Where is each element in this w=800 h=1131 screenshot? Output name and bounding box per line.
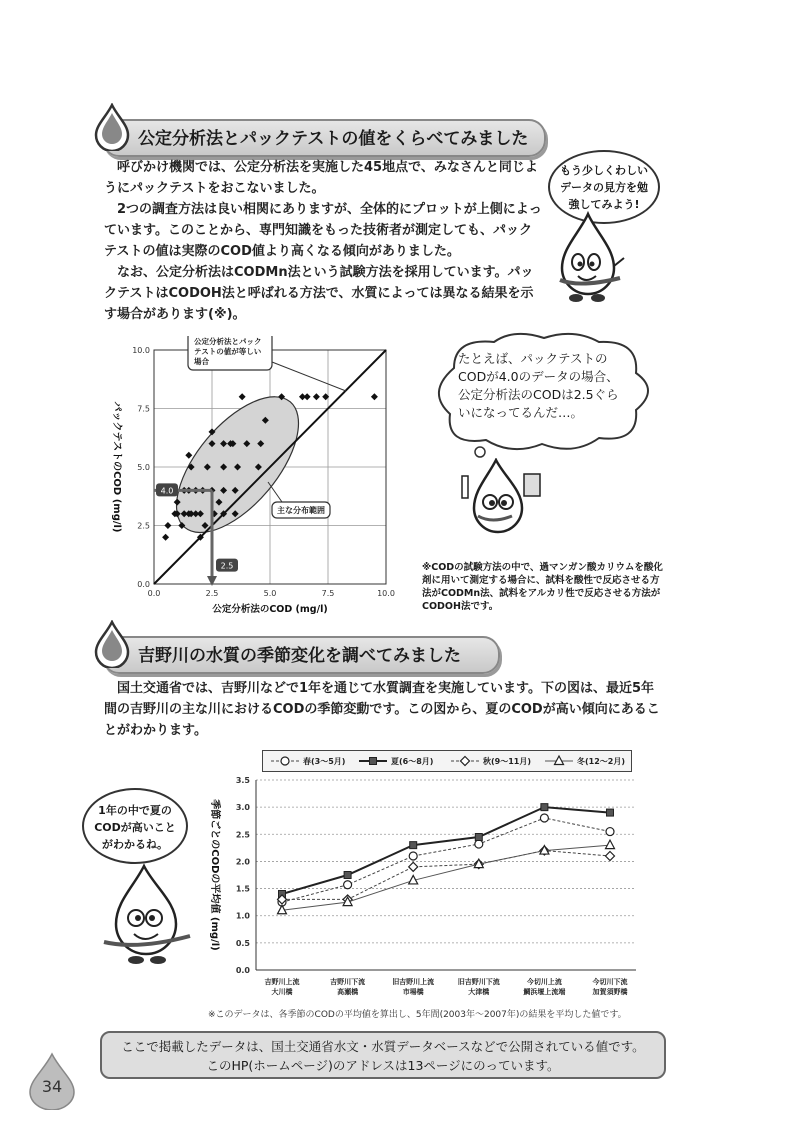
x-tick-label: 旧吉野川下流 [457,978,500,986]
x-tick-label: 鯛浜堰上流端 [523,988,566,996]
point-marker [606,852,615,861]
series-line [282,851,610,900]
point-marker [410,842,417,849]
point-marker [606,828,614,836]
x-tick-label: 今切川上流 [526,978,562,986]
x-tick-label: 0.0 [147,589,161,598]
x-tick-label: 吉野川下流 [330,978,366,986]
y-tick-label: 7.5 [137,404,150,414]
data-point [239,393,246,400]
footer-line: このHP(ホームページ)のアドレスは13ページにのっています。 [206,1058,560,1073]
footnote-cod-method: ※CODの試験方法の中で、過マンガン酸カリウムを酸化剤に用いて測定する場合に、試料を酸性で反応させる方法がCODMn法、試料をアルカリ性で反応させる方法がCODOH法です。 [422,562,663,612]
point-marker [344,872,351,879]
x-tick-label: 大川橋 [271,988,293,996]
point-marker [606,840,615,849]
page-number: 34 [41,1077,63,1096]
point-marker [541,804,548,811]
data-point [162,534,169,541]
x-tick-label: 旧吉野川上流 [392,978,435,986]
data-point [304,393,311,400]
legend-label: 冬(12〜2月) [577,757,626,766]
value-tag-label: 4.0 [160,486,174,496]
bubble-text: 1年の中で夏のCODが高いことがわかるね。 [94,804,176,851]
section2-body: 国土交通省では、吉野川などで1年を通じて水質調査を実施しています。下の図は、最近5年間の吉野川の主な川におけるCODの季節変動です。この図から、夏のCODが高い傾向にあることがわかります。 [104,681,660,738]
annotation-leader [272,362,346,391]
y-tick-label: 3.0 [235,803,250,813]
y-tick-label: 1.0 [235,911,250,921]
y-tick-label: 10.0 [132,346,150,355]
x-tick-label: 5.0 [263,589,277,598]
scatter-chart [96,336,416,626]
series-line [282,845,610,910]
y-axis-label: 季節ごとのCODの平均値 (mg/l) [209,799,220,951]
paragraph: 2つの調査方法は良い相関にありますが、全体的にプロットが上側によっています。このことから、専門知識をもった技術者が測定しても、パックテストの値は実際のCOD値より高くなる傾向がありました。 [104,202,542,259]
series-line [282,807,610,894]
water-drop-mascot-icon [550,210,630,306]
point-marker [607,809,614,816]
footer-line: ここで掲載したデータは、国土交通省水文・水質データベースなどで公開されている値です。 [121,1039,645,1054]
speech-bubble [82,788,188,864]
legend-label: 春(3〜5月) [303,757,346,766]
water-drop-mascot-icon [98,862,198,966]
y-tick-label: 5.0 [137,463,150,472]
cloud-text: たとえば、パックテストのCODが4.0のデータの場合、公定分析法のCODは2.5ぐらいになってるんだ…。 [458,351,619,420]
x-tick-label: 7.5 [321,589,335,598]
section1-body [104,157,544,325]
y-tick-label: 0.0 [235,966,250,975]
source-note: ※このデータは、各季節のCODの平均値を算出し、5年間(2003年～2007年)の結果を平均した値です。 [208,1010,627,1020]
point-marker [344,881,352,889]
x-tick-label: 大津橋 [468,988,490,996]
paragraph: 呼びかけ機関では、公定分析法を実施した45地点で、みなさんと同じようにパックテストをおこないました。 [104,160,538,196]
series-line [282,818,610,902]
x-tick-label: 2.5 [205,589,219,598]
footer-info-box [100,1031,666,1079]
section1-title: 公定分析法とパックテストの値をくらべてみました [138,129,529,149]
water-drop-icon [92,620,132,668]
legend-label: 夏(6〜8月) [391,757,434,766]
point-marker [555,756,564,765]
water-drop-mascot-icon [452,458,552,538]
data-point [185,452,192,459]
point-marker [281,757,289,765]
point-marker [370,758,377,765]
legend-label: 秋(9〜11月) [483,757,532,766]
section2-title: 吉野川の水質の季節変化を調べてみました [138,646,461,666]
x-tick-label: 今切川下流 [592,978,628,986]
data-point [371,393,378,400]
x-tick-label: 吉野川上流 [264,978,300,986]
chart-legend [262,750,632,772]
annotation-text: 主な分布範囲 [277,506,325,515]
data-point [164,522,171,529]
annotation-text: 公定分析法とパックテストの値が等しい場合 [194,337,262,366]
point-marker [409,862,418,871]
y-tick-label: 2.5 [137,521,150,531]
x-tick-label: 高瀬橋 [337,988,359,996]
x-tick-label: 10.0 [377,589,395,598]
x-tick-label: 加賀須野橋 [592,988,628,996]
y-tick-label: 2.5 [235,830,250,840]
y-tick-label: 0.0 [137,580,150,589]
data-point [313,393,320,400]
y-tick-label: 1.5 [235,884,250,894]
paragraph: なお、公定分析法はCODMn法という試験方法を採用しています。パックテストはCODOH法と呼ばれる方法で、水質によっては異なる結果を示す場合があります(※)。 [104,265,534,322]
bubble-text: もう少しくわしいデータの見方を勉強してみよう! [560,164,648,211]
point-marker [409,852,417,860]
y-axis-label: パックテストのCOD (mg/l) [111,401,122,533]
x-tick-label: 市場橋 [402,988,424,996]
y-tick-label: 2.0 [235,857,250,867]
line-chart [200,772,670,1002]
y-tick-label: 3.5 [235,776,250,785]
point-marker [475,834,482,841]
x-axis-label: 公定分析法のCOD (mg/l) [212,604,328,615]
water-drop-icon [92,103,132,151]
point-marker [540,814,548,822]
y-tick-label: 0.5 [235,938,250,948]
point-marker [475,840,483,848]
point-marker [461,757,470,766]
value-tag-label: 2.5 [220,561,234,571]
